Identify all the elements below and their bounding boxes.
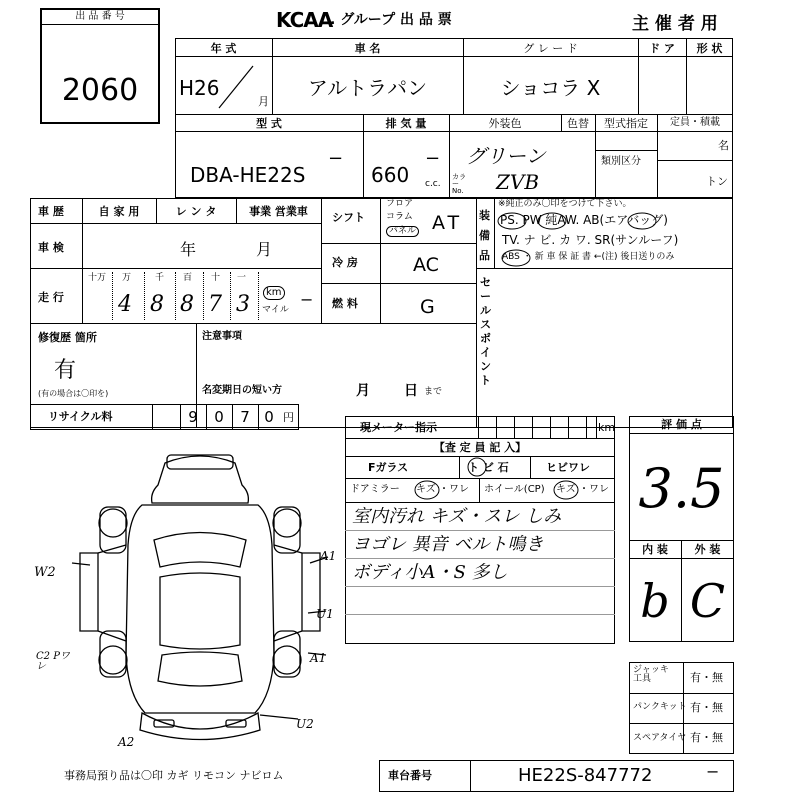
repair-value: 有	[54, 358, 77, 383]
inspection-month: 月	[256, 240, 273, 259]
office-note: 事務局預り品は〇印 カギ リモコン ナビロム	[64, 769, 284, 782]
expiry-until: まで	[424, 387, 443, 397]
score-label: 評 価 点	[661, 418, 702, 431]
cc-label: c.c.	[425, 179, 441, 189]
recycle-unit: 円	[283, 411, 294, 424]
shift-column: コラム	[386, 212, 413, 222]
shift-label: シフト	[332, 211, 365, 224]
lot-number-label: 出 品 番 号	[75, 11, 125, 22]
equipment-line-1: PS. PW 純AW. AB(エアバッグ)	[500, 213, 668, 227]
displacement-dash: −	[425, 148, 441, 169]
expiry-label: 名変期日の短い方	[202, 385, 282, 396]
expiry-month: 月	[356, 383, 370, 399]
tool-jack-value: 有・無	[690, 671, 723, 684]
interior-value: b	[640, 574, 670, 628]
tool-jack-label: ジャッキ 工具	[633, 665, 669, 684]
mileage-digit-4: 7	[208, 292, 222, 317]
category-label: 類別区分	[601, 156, 641, 167]
model-label: 型 式	[256, 117, 282, 130]
mileage-digit-1: 4	[118, 292, 132, 317]
recycle-digit-4: 0	[264, 408, 274, 426]
recycle-digit-1: 9	[188, 408, 198, 426]
interior-label: 内 装	[642, 543, 668, 556]
name-label: 車 名	[354, 42, 381, 55]
capacity-label: 定員・積載	[670, 117, 720, 128]
equipment-note: ※純正のみ〇印をつけて下さい。	[498, 199, 632, 209]
digit-h-10k: 万	[122, 273, 132, 283]
meter-unit: km	[598, 421, 616, 434]
mark-u1: U1	[316, 607, 334, 621]
mileage-label: 走 行	[38, 291, 64, 304]
color-no-label: カラー No.	[452, 173, 466, 195]
shift-floor: フロア	[386, 199, 414, 209]
digit-h-1: 一	[237, 273, 247, 283]
grade-value: ショコラ X	[500, 76, 601, 100]
model-dash: −	[328, 148, 344, 169]
exterior-label: 外 装	[694, 543, 721, 556]
expiry-day: 日	[404, 383, 418, 399]
equipment-line-2: TV. ナ ビ. カ ワ. SR(サンルーフ)	[502, 233, 679, 247]
year-value: H26	[179, 76, 220, 100]
inspection-label: 車 検	[38, 241, 64, 254]
equipment-side-label: 装 備 品	[479, 209, 490, 262]
meter-label: 現メーター指示	[360, 421, 437, 434]
glass-options-2: ヒビワレ	[546, 461, 590, 474]
load-unit: トン	[706, 175, 728, 188]
exterior-value: C	[689, 574, 726, 628]
mirror-label: ドアミラー	[350, 484, 400, 495]
repair-note: (有の場合は〇印を)	[38, 389, 109, 398]
history-private: 自 家 用	[98, 205, 140, 218]
chassis-value: HE22S-847772	[518, 765, 653, 786]
mileage-digit-3: 8	[180, 292, 194, 317]
displacement-value: 660	[371, 163, 410, 187]
chassis-label: 車台番号	[388, 769, 432, 782]
mileage-unit-dash: −	[300, 290, 314, 309]
glass-label: Fガラス	[368, 461, 409, 474]
wheel-options: キズ ・ワレ	[556, 484, 609, 495]
model-value: DBA-HE22S	[190, 163, 306, 187]
mark-a1-rear: A1	[310, 651, 327, 665]
door-label: ド ア	[649, 42, 675, 55]
color-label: 外装色	[488, 117, 522, 130]
month-label: 月	[258, 95, 269, 108]
ac-label: 冷 房	[332, 256, 358, 269]
digit-h-1k: 千	[155, 273, 165, 283]
chassis-dash: −	[706, 762, 720, 781]
recycle-digit-3: 7	[240, 408, 250, 426]
history-business: 事業 営業車	[249, 205, 308, 218]
shift-value: AT	[432, 212, 464, 234]
remark-3: ボディ小A・S 多し	[352, 562, 508, 583]
recycle-label: リサイクル料	[48, 410, 113, 423]
car-damage-diagram	[70, 445, 330, 750]
remark-2: ヨゴレ 異音 ベルト鳴き	[352, 534, 544, 555]
copy-type: 主 催 者 用	[632, 14, 718, 34]
digit-h-100k: 十万	[88, 273, 107, 283]
color-change-label: 色替	[567, 117, 589, 130]
digit-h-10: 十	[211, 273, 221, 283]
capacity-unit: 名	[718, 139, 729, 152]
title-brand: KCAA	[276, 8, 333, 32]
tool-spare-label: スペアタイヤ	[633, 733, 687, 743]
ac-value: AC	[413, 254, 439, 276]
mirror-options: キズ ・ワレ	[416, 484, 469, 495]
lot-number-value: 2060	[61, 73, 139, 108]
equipment-line-3: ABS ・ 新 車 保 証 書 ←(注) 後日送りのみ	[502, 252, 675, 262]
mileage-digit-5: 3	[236, 292, 250, 317]
unit-km: km	[263, 286, 285, 300]
inspection-year: 年	[180, 240, 197, 259]
remark-1: 室内汚れ キズ・スレ しみ	[352, 506, 562, 527]
history-rental: レ ン タ	[175, 205, 217, 218]
mark-u2: U2	[296, 717, 314, 731]
fuel-label: 燃 料	[332, 297, 358, 310]
tool-spare-value: 有・無	[690, 731, 723, 744]
digit-h-100: 百	[183, 273, 193, 283]
unit-mile: マイル	[262, 305, 289, 315]
mileage-digit-2: 8	[150, 292, 164, 317]
inspector-section-label: 【査 定 員 記 入】	[433, 441, 527, 454]
name-value: アルトラパン	[307, 76, 428, 100]
equipment-circles	[496, 208, 726, 268]
type-cert-label: 型式指定	[604, 117, 648, 130]
title-rest: . グループ 出 品 票	[330, 12, 452, 28]
year-label: 年 式	[210, 42, 237, 55]
year-slash	[215, 62, 255, 112]
glass-options: ト ビ 石	[468, 461, 509, 474]
fuel-value: G	[420, 296, 435, 318]
shape-label: 形 状	[696, 42, 723, 55]
sales-point-label: セールスポイント	[480, 276, 491, 387]
notes-label: 注意事項	[202, 331, 242, 342]
grade-label: グ レ ー ド	[523, 42, 578, 55]
color-value: グリーン	[466, 144, 546, 168]
tool-puncture-label: パンクキット	[633, 702, 687, 712]
mark-a2: A2	[118, 735, 135, 749]
recycle-digit-2: 0	[214, 408, 224, 426]
score-value: 3.5	[638, 457, 725, 520]
inspector-circles	[345, 456, 615, 502]
wheel-label: ホイール(CP)	[484, 484, 545, 495]
color-code: ZVB	[496, 170, 540, 194]
displacement-label: 排 気 量	[385, 117, 427, 130]
repair-label: 修復歴 箇所	[38, 331, 97, 344]
history-label: 車 歴	[38, 205, 64, 218]
mark-c2: C2 Pワレ	[36, 651, 70, 672]
mark-w2: W2	[34, 565, 56, 580]
mark-a1-right: A1	[320, 549, 337, 563]
shift-panel: パネル	[386, 226, 419, 237]
tool-puncture-value: 有・無	[690, 701, 723, 714]
